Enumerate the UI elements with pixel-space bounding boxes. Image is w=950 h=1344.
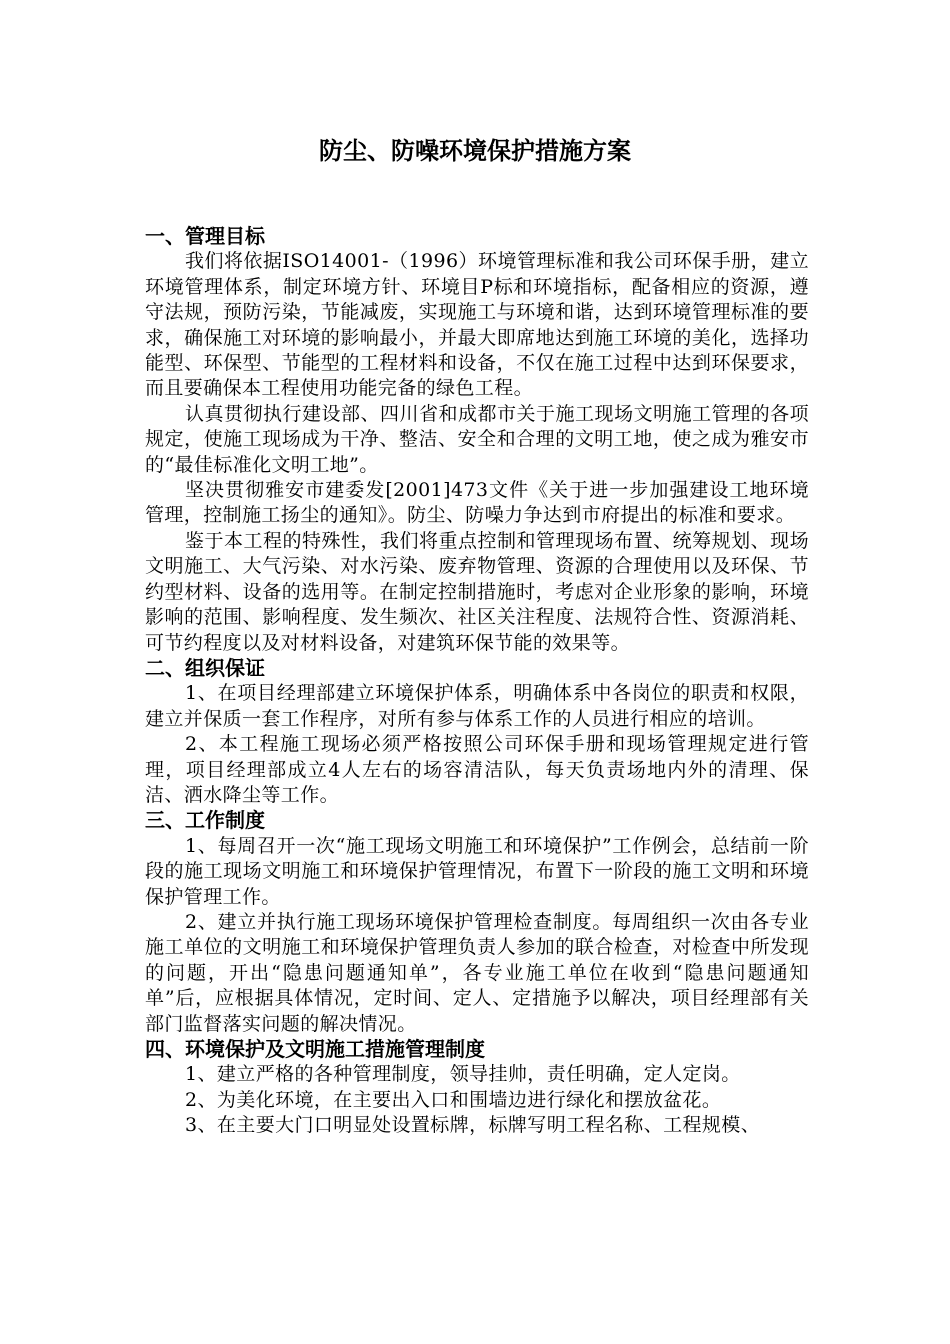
paragraph: 我们将依据ISO14001-（1996）环境管理标准和我公司环保手册，建立环境管理体系，制定环境方针、环境目P标和环境指标，配备相应的资源，遵守法规，预防污染，节能减废，实现施工与环境和谐，达到环境管理标准的要求，确保施工对环境的影响最小，并最大即席地达到施工环境的美化，选择功能型、环保型、节能型的工程材料和设备，不仅在施工过程中达到环保要求，而且要确保本工程使用功能完备的绿色工程。 <box>145 250 809 400</box>
document-body <box>145 224 809 1139</box>
section-organization <box>145 656 809 808</box>
paragraph: 认真贯彻执行建设部、四川省和成都市关于施工现场文明施工管理的各项规定，使施工现场成为干净、整洁、安全和合理的文明工地，使之成为雅安市的“最佳标准化文明工地”。 <box>145 402 809 476</box>
paragraph: 鉴于本工程的特殊性，我们将重点控制和管理现场布置、统筹规划、现场文明施工、大气污染、对水污染、废弃物管理、资源的合理使用以及环保、节约型材料、设备的选用等。在制定控制措施时，考虑对企业形象的影响，环境影响的范围、影响程度、发生频次、社区关注程度、法规符合性、资源消耗、可节约程度以及对材料设备，对建筑环保节能的效果等。 <box>145 529 809 654</box>
paragraph: 2、本工程施工现场必须严格按照公司环保手册和现场管理规定进行管理，项目经理部成立4人左右的场容清洁队，每天负责场地内外的清理、保洁、洒水降尘等工作。 <box>145 733 809 806</box>
section-heading: 二、组织保证 <box>145 655 265 680</box>
paragraph: 1、在项目经理部建立环境保护体系，明确体系中各岗位的职责和权限，建立并保质一套工作程序，对所有参与体系工作的人员进行相应的培训。 <box>145 682 809 730</box>
section-environmental-measures <box>145 1037 809 1139</box>
section-work-system <box>145 808 809 1037</box>
paragraph: 1、建立严格的各种管理制度，领导挂帅，责任明确，定人定岗。 <box>185 1063 741 1086</box>
section-heading: 一、管理目标 <box>145 224 265 248</box>
section-heading: 四、环境保护及文明施工措施管理制度 <box>145 1037 485 1061</box>
paragraph: 坚决贯彻雅安市建委发[2001]473文件《关于进一步加强建设工地环境管理，控制施工扬尘的通知》。防尘、防噪力争达到市府提出的标准和要求。 <box>145 479 809 527</box>
paragraph: 2、为美化环境，在主要出入口和围墙边进行绿化和摆放盆花。 <box>185 1088 722 1111</box>
paragraph: 2、建立并执行施工现场环境保护管理检查制度。每周组织一次由各专业施工单位的文明施工和环境保护管理负责人参加的联合检查，对检查中所发现的问题，开出“隐患问题通知单”，各专业施工单位在收到“隐患问题通知单”后，应根据具体情况，定时间、定人、定措施予以解决，项目经理部有关部门监督落实问题的解决情况。 <box>145 910 809 1035</box>
paragraph: 3、在主要大门口明显处设置标牌，标牌写明工程名称、工程规模、 <box>185 1114 761 1137</box>
section-heading: 三、工作制度 <box>145 808 265 833</box>
section-management-goals <box>145 224 809 656</box>
document-title: 防尘、防噪环境保护措施方案 <box>319 137 631 165</box>
paragraph: 1、每周召开一次“施工现场文明施工和环境保护”工作例会，总结前一阶段的施工现场文明施工和环境保护管理情况，布置下一阶段的施工文明和环境保护管理工作。 <box>145 834 809 908</box>
